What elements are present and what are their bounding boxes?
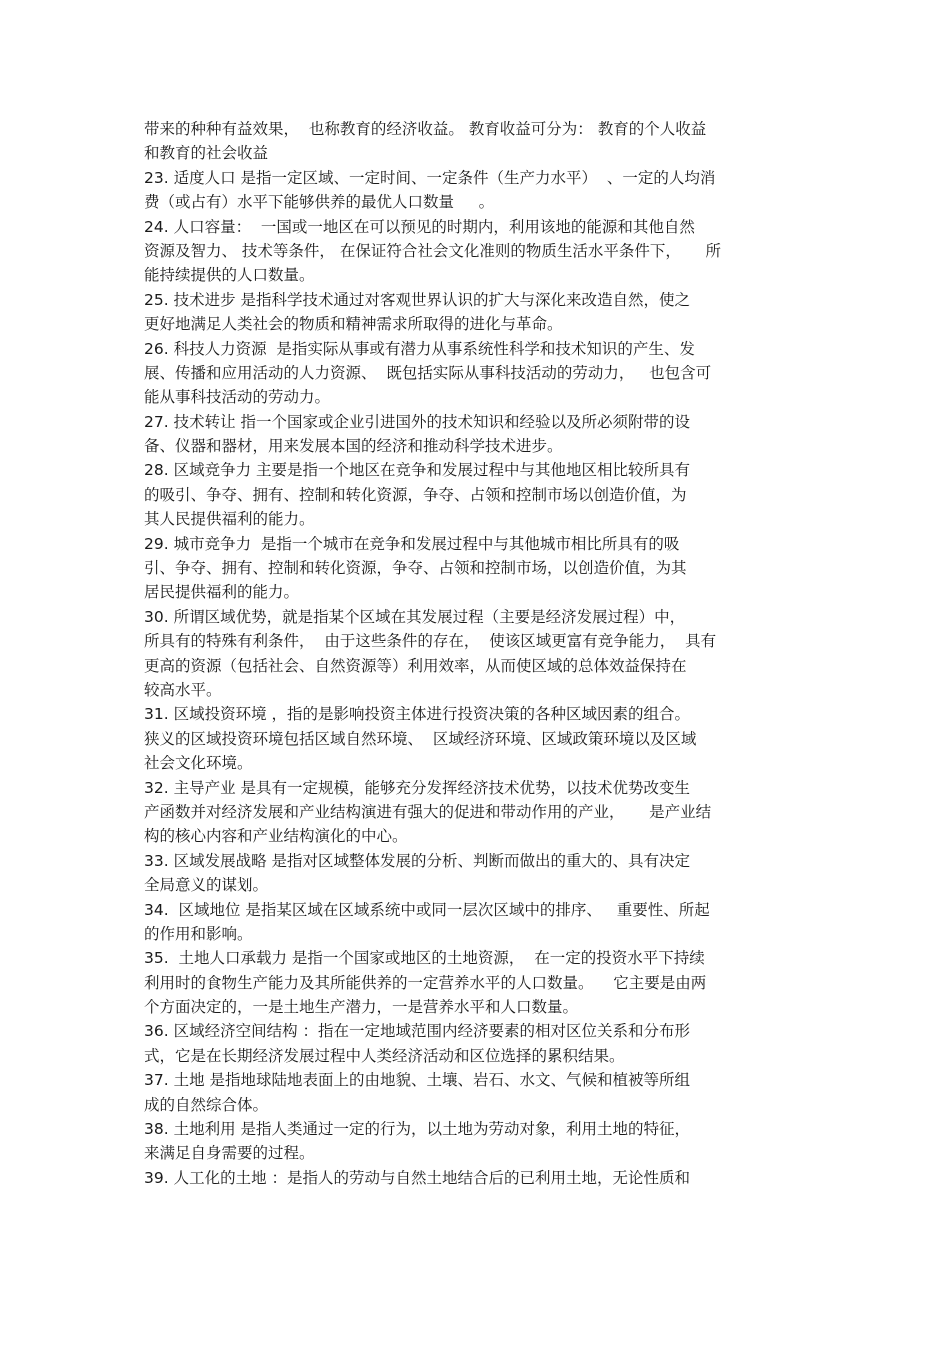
text-line: 36. 区域经济空间结构 ：指在一定地域范围内经济要素的相对区位关系和分布形 — [144, 1022, 691, 1041]
text-line: 来满足自身需要的过程。 — [144, 1144, 315, 1163]
body-text — [144, 117, 814, 1190]
text-line: 居民提供福利的能力。 — [144, 583, 300, 602]
text-line: 33. 区域发展战略 是指对区域整体发展的分析、判断而做出的重大的、具有决定 — [144, 851, 691, 870]
text-line: 29. 城市竞争力 是指一个城市在竞争和发展过程中与其他城市相比所具有的吸 — [144, 534, 680, 553]
text-line: 社会文化环境。 — [144, 754, 253, 773]
text-line: 资源及智力、 技术等条件， 在保证符合社会文化准则的物质生活水平条件下， 所 — [144, 241, 721, 260]
text-line: 25. 技术进步 是指科学技术通过对客观世界认识的扩大与深化来改造自然，使之 — [144, 290, 691, 309]
text-line: 利用时的食物生产能力及其所能供养的一定营养水平的人口数量。 它主要是由两 — [144, 973, 707, 992]
text-line: 式，它是在长期经济发展过程中人类经济活动和区位选择的累积结果。 — [144, 1046, 625, 1065]
text-line: 34. 区域地位 是指某区域在区域系统中或同一层次区域中的排序、 重要性、所起 — [144, 900, 710, 919]
text-line: 较高水平。 — [144, 680, 222, 699]
text-line: 全局意义的谋划。 — [144, 876, 269, 895]
text-line: 31. 区域投资环境 ，指的是影响投资主体进行投资决策的各种区域因素的组合。 — [144, 705, 691, 724]
text-line: 其人民提供福利的能力。 — [144, 510, 315, 529]
text-line: 成的自然综合体。 — [144, 1095, 269, 1114]
text-line: 引、争夺、拥有、控制和转化资源，争夺、占领和控制市场，以创造价值，为其 — [144, 559, 687, 578]
text-line: 和教育的社会收益 — [144, 144, 269, 163]
text-line: 的作用和影响。 — [144, 924, 253, 943]
text-line: 更高的资源（包括社会、自然资源等）利用效率，从而使区域的总体效益保持在 — [144, 656, 687, 675]
text-line: 37. 土地 是指地球陆地表面上的由地貌、土壤、岩石、水文、气候和植被等所组 — [144, 1071, 691, 1090]
text-line: 展、传播和应用活动的人力资源、 既包括实际从事科技活动的劳动力， 也包含可 — [144, 363, 712, 382]
text-line: 的吸引、争夺、拥有、控制和转化资源，争夺、占领和控制市场以创造价值，为 — [144, 485, 687, 504]
text-line: 备、仪器和器材，用来发展本国的经济和推动科学技术进步。 — [144, 437, 563, 456]
text-line: 26. 科技人力资源 是指实际从事或有潜力从事系统性科学和技术知识的产生、发 — [144, 339, 695, 358]
text-line: 27. 技术转让 指一个国家或企业引进国外的技术知识和经验以及所必须附带的设 — [144, 412, 691, 431]
text-line: 构的核心内容和产业结构演化的中心。 — [144, 827, 408, 846]
text-line: 35. 土地人口承载力 是指一个国家或地区的土地资源， 在一定的投资水平下持续 — [144, 949, 705, 968]
text-line: 费（或占有）水平下能够供养的最优人口数量 。 — [144, 193, 495, 212]
text-line: 所具有的特殊有利条件， 由于这些条件的存在， 使该区域更富有竞争能力， 具有 — [144, 632, 717, 651]
text-line: 产函数并对经济发展和产业结构演进有强大的促进和带动作用的产业， 是产业结 — [144, 802, 712, 821]
text-line: 更好地满足人类社会的物质和精神需求所取得的进化与革命。 — [144, 315, 563, 334]
text-line: 能持续提供的人口数量。 — [144, 266, 315, 285]
text-line: 能从事科技活动的劳动力。 — [144, 388, 331, 407]
text-line: 38. 土地利用 是指人类通过一定的行为，以土地为劳动对象，利用土地的特征， — [144, 1120, 691, 1139]
text-line: 23. 适度人口 是指一定区域、一定时间、一定条件（生产力水平） 、一定的人均消 — [144, 168, 716, 187]
text-line: 狭义的区域投资环境包括区域自然环境、 区域经济环境、区域政策环境以及区域 — [144, 729, 697, 748]
text-line: 39. 人工化的土地 ：是指人的劳动与自然土地结合后的已利用土地，无论性质和 — [144, 1168, 691, 1187]
text-line: 30. 所谓区域优势，就是指某个区域在其发展过程（主要是经济发展过程）中， — [144, 607, 686, 626]
text-line: 24. 人口容量： 一国或一地区在可以预见的时期内，利用该地的能源和其他自然 — [144, 217, 695, 236]
text-line: 带来的种种有益效果， 也称教育的经济收益。 教育收益可分为： 教育的个人收益 — [144, 120, 707, 138]
text-line: 28. 区域竞争力 主要是指一个地区在竞争和发展过程中与其他地区相比较所具有 — [144, 461, 691, 480]
text-line: 个方面决定的，一是土地生产潜力，一是营养水平和人口数量。 — [144, 998, 579, 1017]
text-line: 32. 主导产业 是具有一定规模，能够充分发挥经济技术优势，以技术优势改变生 — [144, 778, 691, 797]
